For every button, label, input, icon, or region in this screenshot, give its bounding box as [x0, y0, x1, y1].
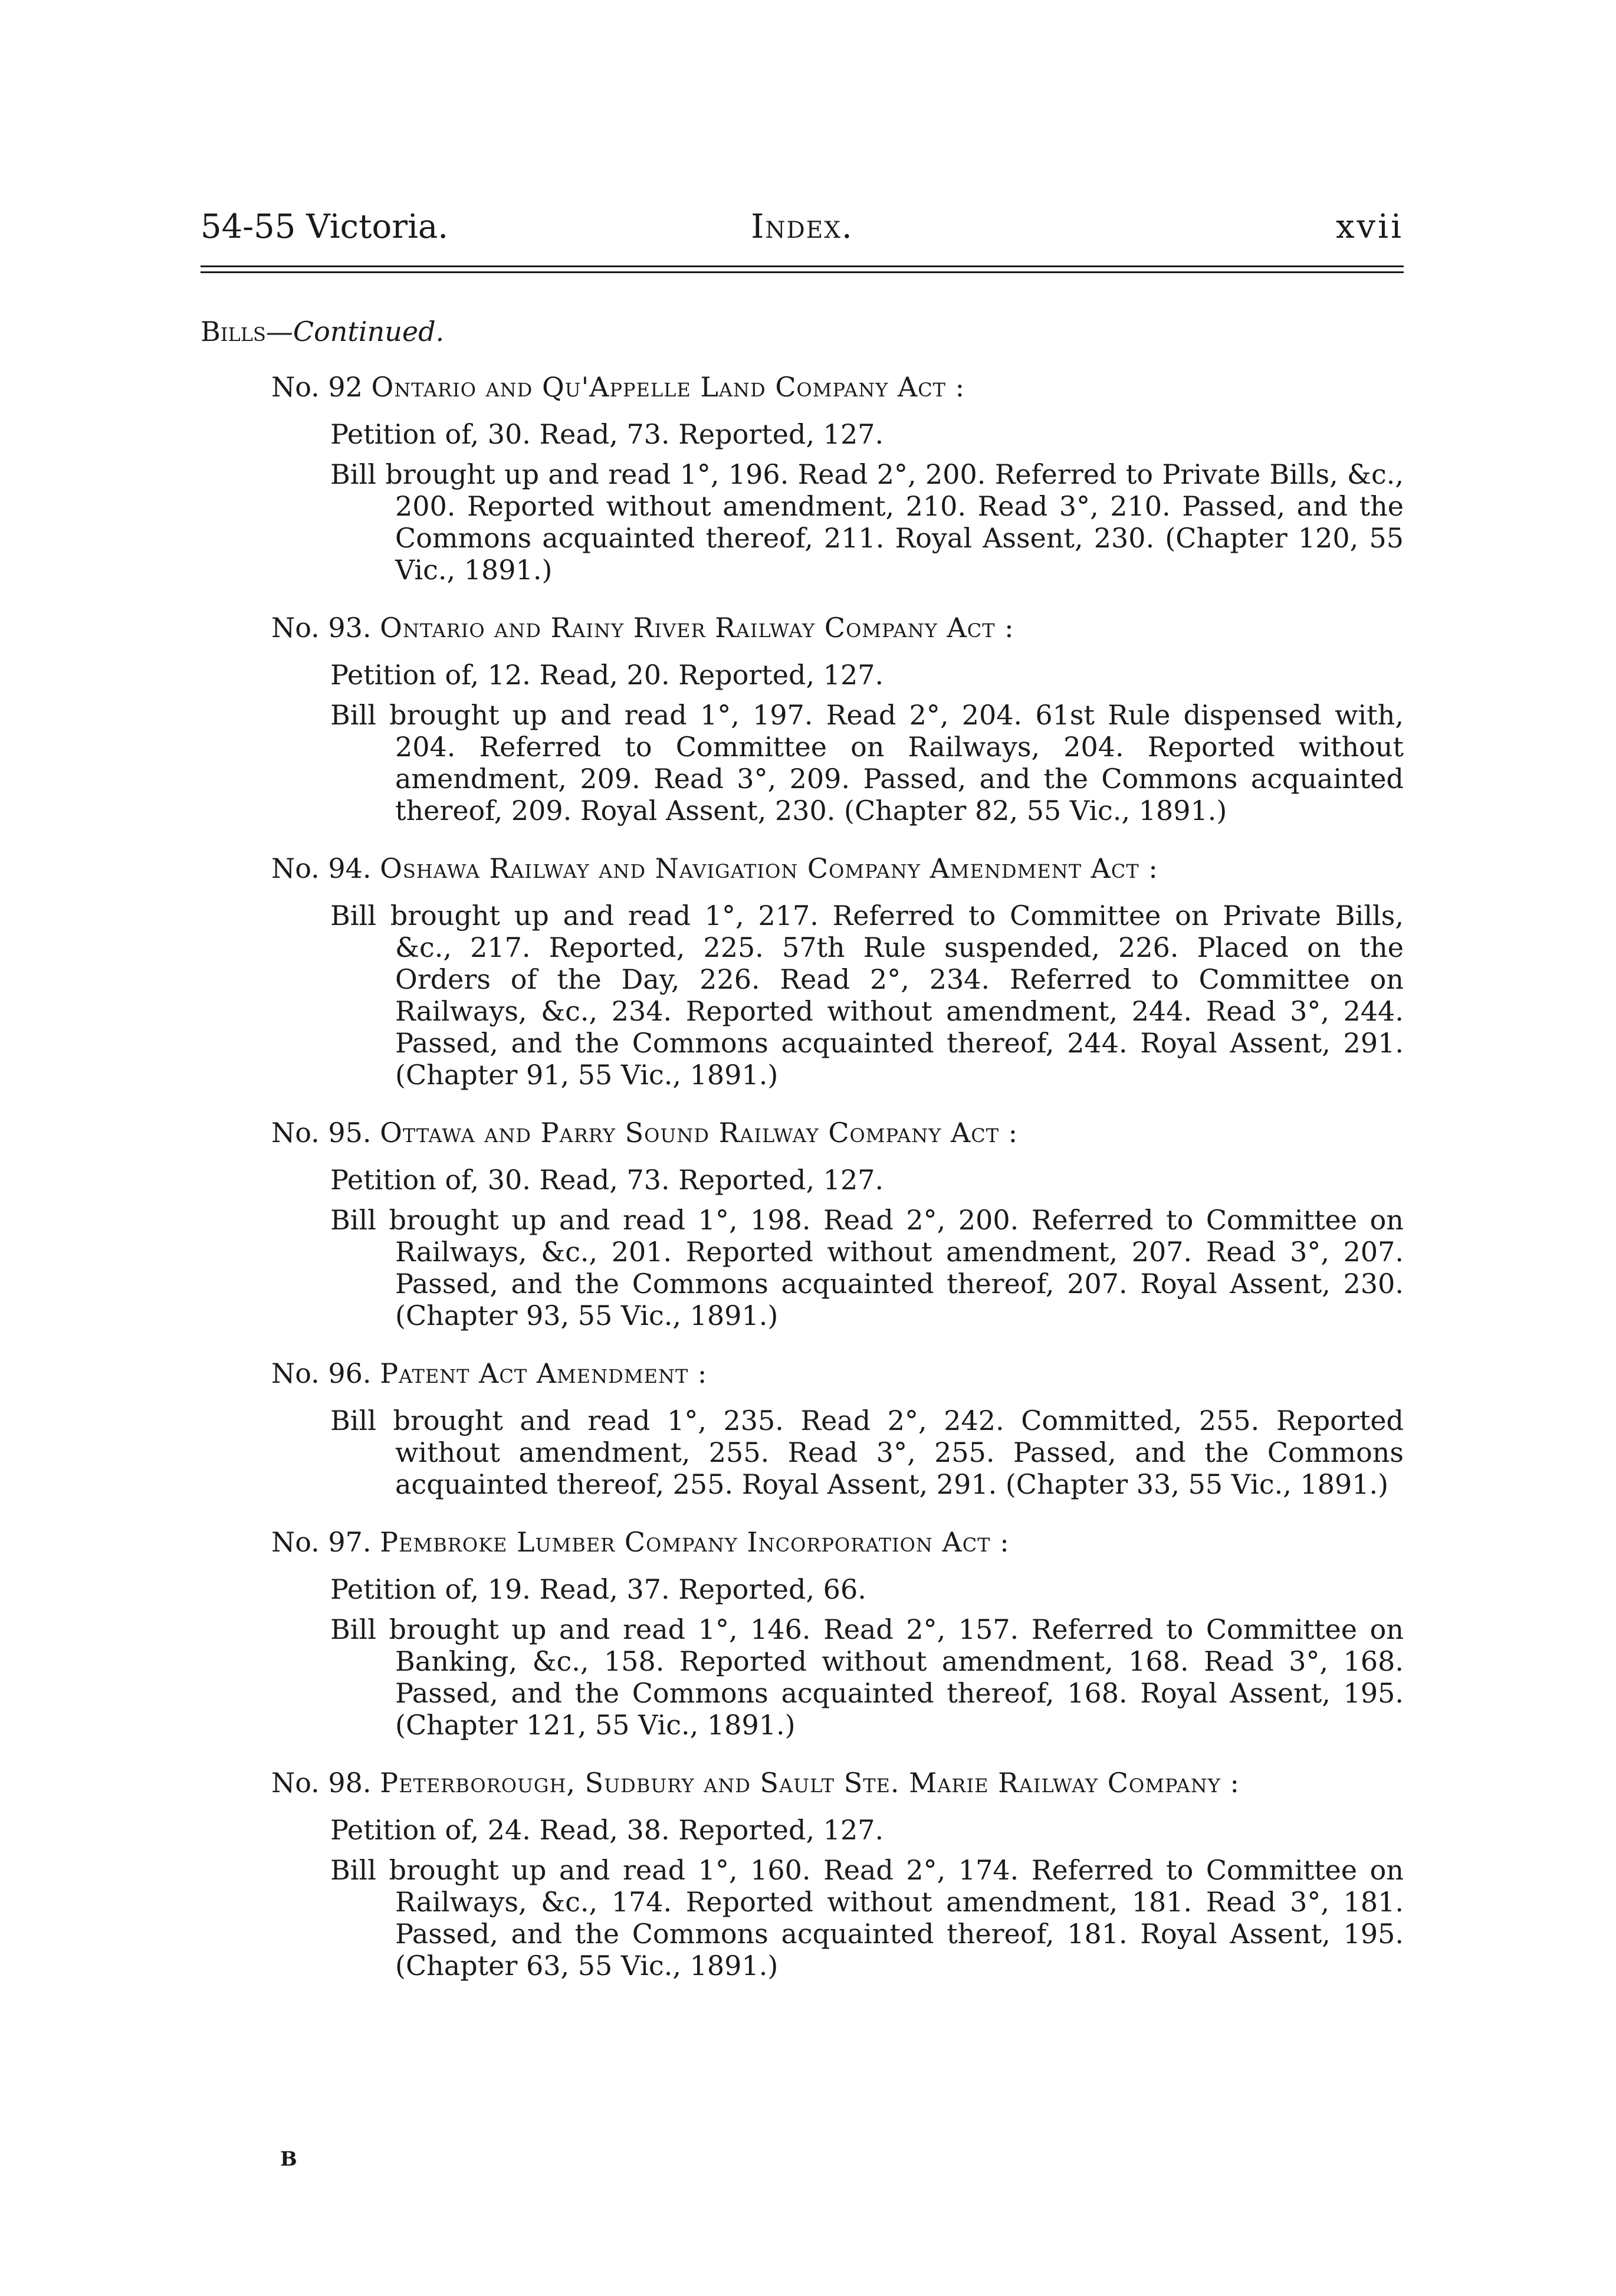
entry-heading [271, 1526, 1404, 1558]
entry-title: Patent Act Amendment : [380, 1357, 708, 1389]
entry-number: No. 92 [271, 371, 363, 403]
entry-title: Pembroke Lumber Company Incorporation Act : [380, 1526, 1010, 1558]
entry-title: Ottawa and Parry Sound Railway Company Act : [380, 1117, 1019, 1149]
entry-bill-history: Bill brought up and read 1°, 198. Read 2°, 200. Referred to Committee on Railways, &c., 201. Reported without amendment, 207. Read 3°, 207. Passed, and the Commons acquainted thereof, 207. Royal Assent, 230. (Chapter 93, 55 Vic., 1891.) [330, 1204, 1404, 1331]
header-rule-top [201, 265, 1404, 267]
entry-number: No. 98. [271, 1767, 372, 1799]
entry-bill-history: Bill brought up and read 1°, 197. Read 2°, 204. 61st Rule dispensed with, 204. Referred to Committee on Railways, 204. Reported without amendment, 209. Read 3°, 209. Passed, and the Commons acquainted thereof, 209. Royal Assent, 230. (Chapter 82, 55 Vic., 1891.) [330, 699, 1404, 826]
entry-petition: Petition of, 12. Read, 20. Reported, 127. [330, 659, 884, 691]
index-content [201, 316, 1404, 1990]
entry-bill-history: Bill brought up and read 1°, 160. Read 2°, 174. Referred to Committee on Railways, &c., 174. Reported without amendment, 181. Read 3°, 181. Passed, and the Commons acquainted thereof, 181. Royal Assent, 195. (Chapter 63, 55 Vic., 1891.) [330, 1854, 1404, 1982]
entry-bill-history: Bill brought up and read 1°, 196. Read 2°, 200. Referred to Private Bills, &c., 200. Reported without amendment, 210. Read 3°, 210. Passed, and the Commons acquainted thereof, 211. Royal Assent, 230. (Chapter 120, 55 Vic., 1891.) [330, 458, 1404, 586]
entry-title: Oshawa Railway and Navigation Company Amendment Act : [380, 852, 1158, 884]
entry-bill-history: Bill brought up and read 1°, 146. Read 2°, 157. Referred to Committee on Banking, &c., 158. Reported without amendment, 168. Read 3°, 168. Passed, and the Commons acquainted thereof, 168. Royal Assent, 195. (Chapter 121, 55 Vic., 1891.) [330, 1613, 1404, 1741]
section-continued: —Continued. [265, 316, 445, 347]
index-entry [271, 1526, 1404, 1741]
entry-heading [271, 1117, 1404, 1149]
entry-petition: Petition of, 30. Read, 73. Reported, 127. [330, 1164, 884, 1196]
signature-mark: B [280, 2147, 297, 2171]
entry-number: No. 97. [271, 1526, 372, 1558]
entry-heading [271, 1357, 1404, 1389]
entry-number: No. 93. [271, 612, 372, 644]
entry-heading [271, 612, 1404, 644]
index-entry [271, 852, 1404, 1091]
entry-petition: Petition of, 24. Read, 38. Reported, 127. [330, 1814, 884, 1846]
entry-heading [271, 371, 1404, 403]
entry-heading [271, 852, 1404, 884]
section-heading [201, 316, 1404, 347]
index-entry [271, 1117, 1404, 1331]
index-entry [271, 612, 1404, 826]
entry-number: No. 95. [271, 1117, 372, 1149]
entry-title: Ontario and Qu'Appelle Land Company Act : [371, 371, 965, 403]
page-title: Index. [751, 208, 853, 246]
entry-bill-history: Bill brought up and read 1°, 217. Referred to Committee on Private Bills, &c., 217. Reported, 225. 57th Rule suspended, 226. Placed on the Orders of the Day, 226. Read 2°, 234. Referred to Committee on Railways, &c., 234. Reported without amendment, 244. Read 3°, 244. Passed, and the Commons acquainted thereof, 244. Royal Assent, 291. (Chapter 91, 55 Vic., 1891.) [330, 900, 1404, 1091]
entry-title: Peterborough, Sudbury and Sault Ste. Marie Railway Company : [380, 1767, 1240, 1799]
entry-heading [271, 1767, 1404, 1799]
index-entry [271, 371, 1404, 586]
index-entry [271, 1357, 1404, 1500]
session-label: 54-55 Victoria. [201, 208, 449, 246]
entry-number: No. 94. [271, 852, 372, 884]
header-rule-bottom [201, 271, 1404, 273]
index-entry [271, 1767, 1404, 1982]
entry-petition: Petition of, 30. Read, 73. Reported, 127. [330, 418, 884, 450]
page-number: xvii [1335, 208, 1404, 246]
entry-number: No. 96. [271, 1357, 372, 1389]
running-head [201, 204, 1404, 251]
entry-title: Ontario and Rainy River Railway Company Act : [380, 612, 1014, 644]
section-label: Bills [201, 316, 266, 347]
entry-petition: Petition of, 19. Read, 37. Reported, 66. [330, 1573, 866, 1605]
entry-bill-history: Bill brought and read 1°, 235. Read 2°, 242. Committed, 255. Reported without amendment, 255. Read 3°, 255. Passed, and the Commons acquainted thereof, 255. Royal Assent, 291. (Chapter 33, 55 Vic., 1891.) [330, 1405, 1404, 1500]
